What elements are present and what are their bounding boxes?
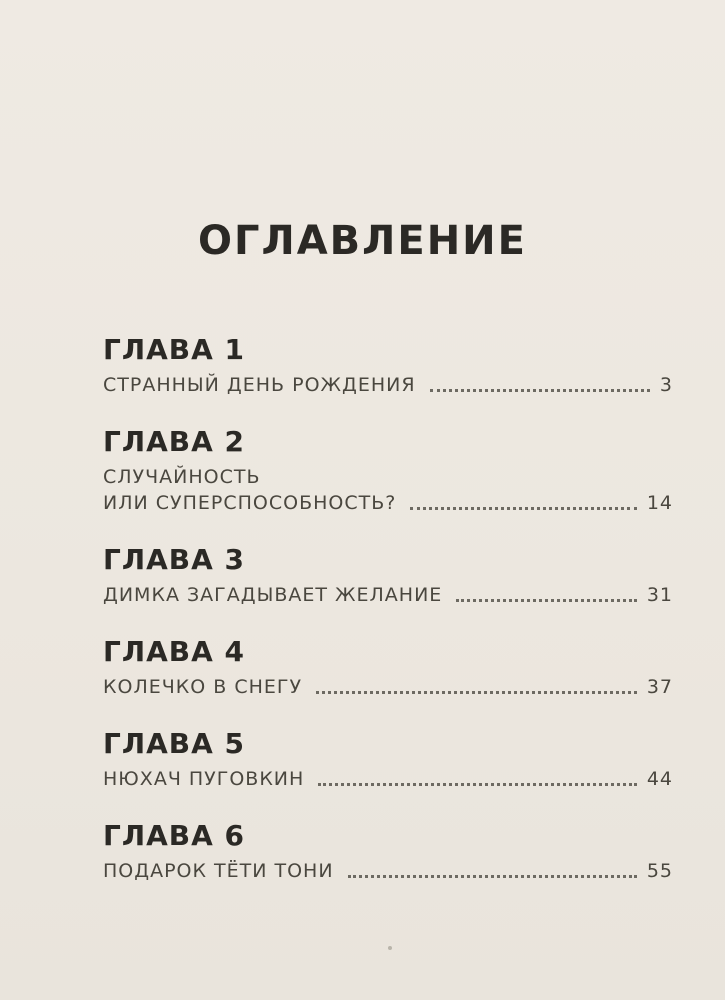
chapter-label: ГЛАВА 1: [103, 333, 246, 366]
toc-chapter-2: [103, 424, 673, 516]
dot-leader: [348, 875, 637, 878]
page-number: 3: [659, 374, 673, 396]
chapter-title: НЮХАЧ ПУГОВКИН: [103, 768, 305, 790]
toc-entry[interactable]: [103, 464, 673, 516]
page-number: 31: [646, 584, 673, 606]
chapter-label: ГЛАВА 2: [103, 425, 246, 458]
toc-chapter-3: [103, 542, 673, 608]
dot-leader: [430, 389, 650, 392]
page-number: 14: [646, 492, 673, 514]
page-title: ОГЛАВЛЕНИЕ: [198, 218, 527, 264]
chapter-title: СТРАННЫЙ ДЕНЬ РОЖДЕНИЯ: [103, 374, 416, 396]
page-number: 55: [646, 860, 673, 882]
toc-chapter-1: [103, 332, 673, 398]
toc-entry[interactable]: [103, 372, 673, 398]
toc-entry[interactable]: [103, 674, 673, 700]
toc-entry[interactable]: [103, 582, 673, 608]
toc-entry[interactable]: [103, 766, 673, 792]
chapter-title: СЛУЧАЙНОСТЬ ИЛИ СУПЕРСПОСОБНОСТЬ?: [103, 466, 397, 514]
toc-chapter-6: [103, 818, 673, 884]
dot-leader: [456, 599, 637, 602]
paper-speck: [388, 946, 392, 950]
dot-leader: [316, 691, 637, 694]
chapter-label: ГЛАВА 6: [103, 819, 246, 852]
page-number: 37: [646, 676, 673, 698]
table-of-contents: [103, 332, 673, 910]
chapter-title: КОЛЕЧКО В СНЕГУ: [103, 676, 303, 698]
chapter-label: ГЛАВА 5: [103, 727, 246, 760]
toc-entry[interactable]: [103, 858, 673, 884]
dot-leader: [318, 783, 637, 786]
page-number: 44: [646, 768, 673, 790]
chapter-title: ПОДАРОК ТЁТИ ТОНИ: [103, 860, 334, 882]
dot-leader: [410, 507, 636, 510]
chapter-title: ДИМКА ЗАГАДЫВАЕТ ЖЕЛАНИЕ: [103, 584, 443, 606]
toc-chapter-4: [103, 634, 673, 700]
chapter-label: ГЛАВА 4: [103, 635, 246, 668]
chapter-label: ГЛАВА 3: [103, 543, 246, 576]
toc-chapter-5: [103, 726, 673, 792]
